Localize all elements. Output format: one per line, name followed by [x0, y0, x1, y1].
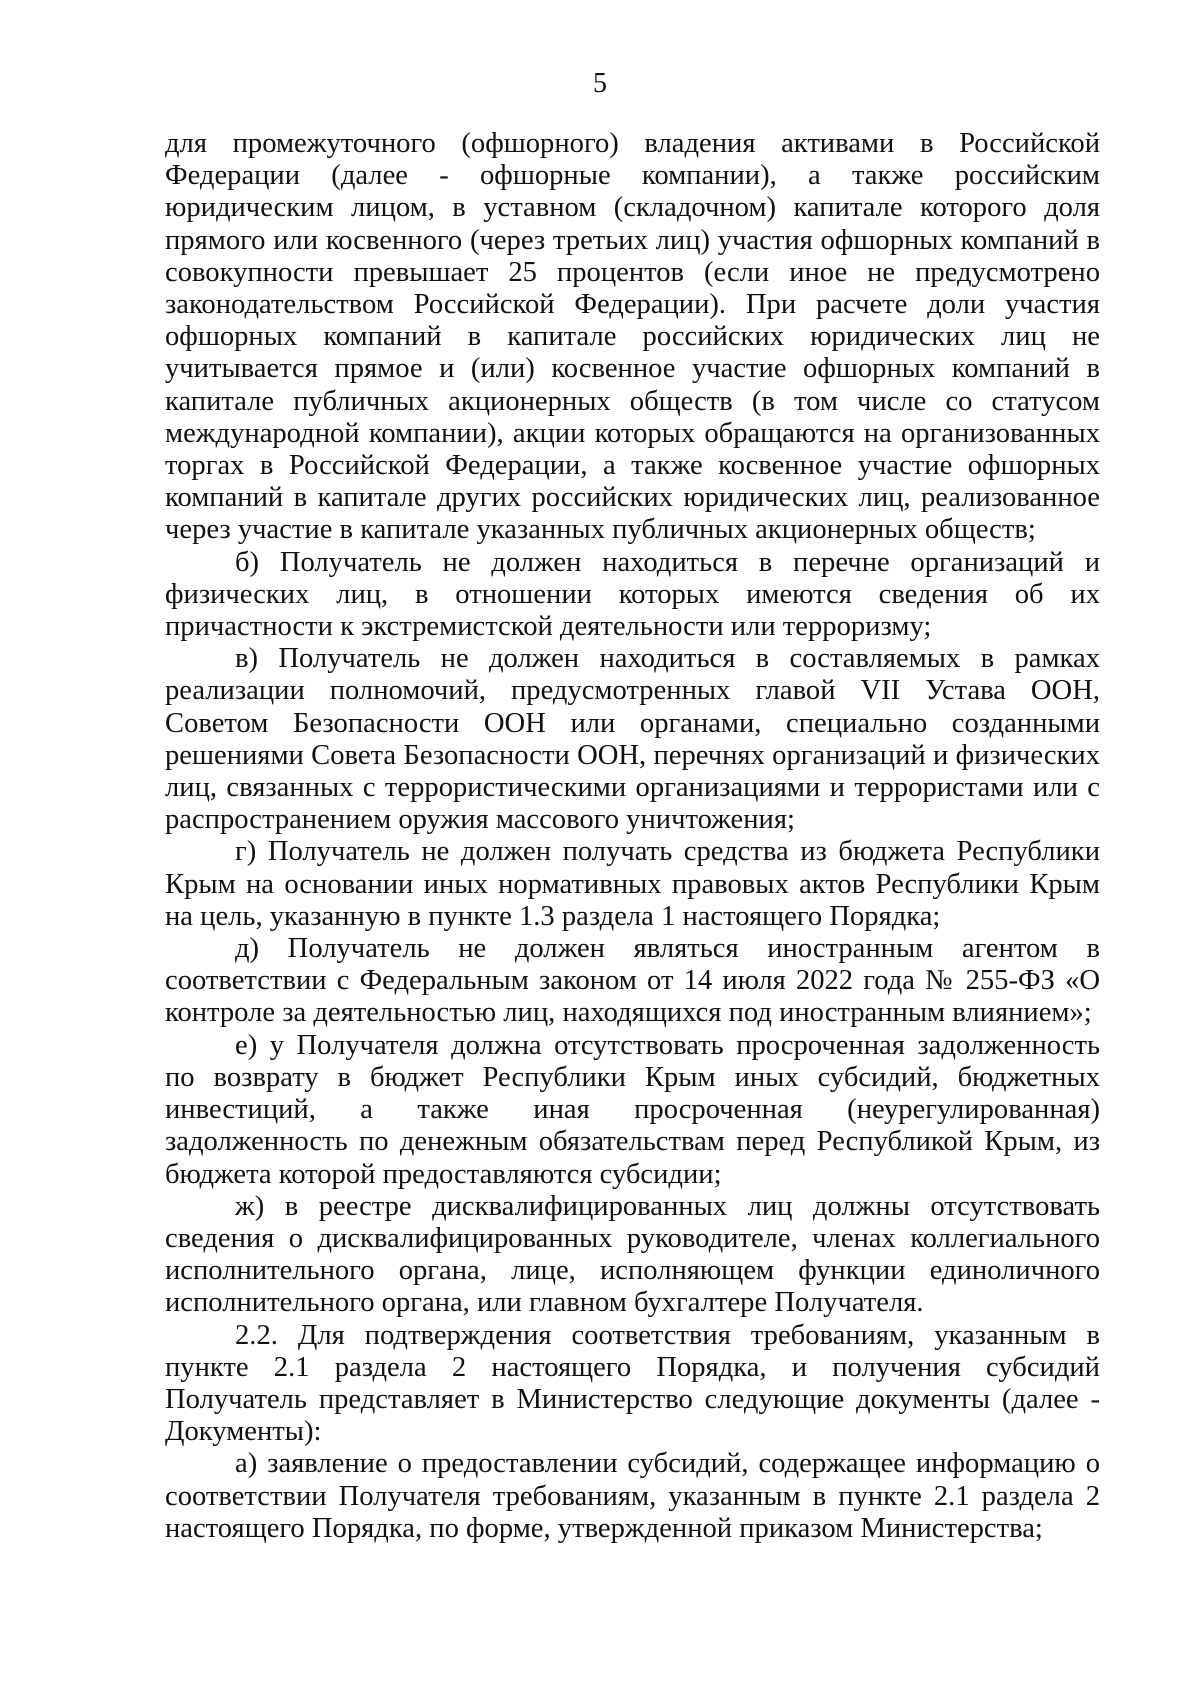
paragraph-item-zh: ж) в реестре дисквалифицированных лиц должны отсутствовать сведения о дисквалифицированных руководителе, членах коллегиального исполнительного органа, лице, исполняющем функции единоличного исполнительного органа, или главном бухгалтере Получателя.	[165, 1190, 1100, 1319]
paragraph-item-e: е) у Получателя должна отсутствовать просроченная задолженность по возврату в бюджет Республики Крым иных субсидий, бюджетных инвестиций, а также иная просроченная (неурегулированная) задолженность по денежным обязательствам перед Республикой Крым, из бюджета которой предоставляются субсидии;	[165, 1029, 1100, 1190]
page-number: 5	[593, 68, 607, 99]
paragraph-item-a: а) заявление о предоставлении субсидий, содержащее информацию о соответствии Получателя требованиям, указанным в пункте 2.1 раздела 2 настоящего Порядка, по форме, утвержденной приказом Министерства;	[165, 1448, 1100, 1544]
document-body	[165, 128, 1100, 1545]
paragraph-item-v: в) Получатель не должен находиться в составляемых в рамках реализации полномочий, предусмотренных главой VII Устава ООН, Советом Безопасности ООН или органами, специально созданными решениями Совета Безопасности ООН, перечнях организаций и физических лиц, связанных с террористическими организациями и террористами или с распространением оружия массового уничтожения;	[165, 643, 1100, 836]
paragraph-item-b: б) Получатель не должен находиться в перечне организаций и физических лиц, в отношении которых имеются сведения об их причастности к экстремистской деятельности или терроризму;	[165, 546, 1100, 643]
paragraph-section-2-2: 2.2. Для подтверждения соответствия требованиям, указанным в пункте 2.1 раздела 2 настоящего Порядка, и получения субсидий Получатель представляет в Министерство следующие документы (далее - Документы):	[165, 1319, 1100, 1448]
paragraph-item-g: г) Получатель не должен получать средства из бюджета Республики Крым на основании иных нормативных правовых актов Республики Крым на цель, указанную в пункте 1.3 раздела 1 настоящего Порядка;	[165, 836, 1100, 932]
paragraph-offshore-continuation: для промежуточного (офшорного) владения активами в Российской Федерации (далее - офшорные компании), а также российским юридическим лицом, в уставном (складочном) капитале которого доля прямого или косвенного (через третьих лиц) участия офшорных компаний в совокупности превышает 25 процентов (если иное не предусмотрено законодательством Российской Федерации). При расчете доли участия офшорных компаний в капитале российских юридических лиц не учитывается прямое и (или) косвенное участие офшорных компаний в капитале публичных акционерных обществ (в том числе со статусом международной компании), акции которых обращаются на организованных торгах в Российской Федерации, а также косвенное участие офшорных компаний в капитале других российских юридических лиц, реализованное через участие в капитале указанных публичных акционерных обществ;	[165, 128, 1100, 546]
paragraph-item-d: д) Получатель не должен являться иностранным агентом в соответствии с Федеральным законом от 14 июля 2022 года № 255-ФЗ «О контроле за деятельностью лиц, находящихся под иностранным влиянием»;	[165, 933, 1100, 1029]
